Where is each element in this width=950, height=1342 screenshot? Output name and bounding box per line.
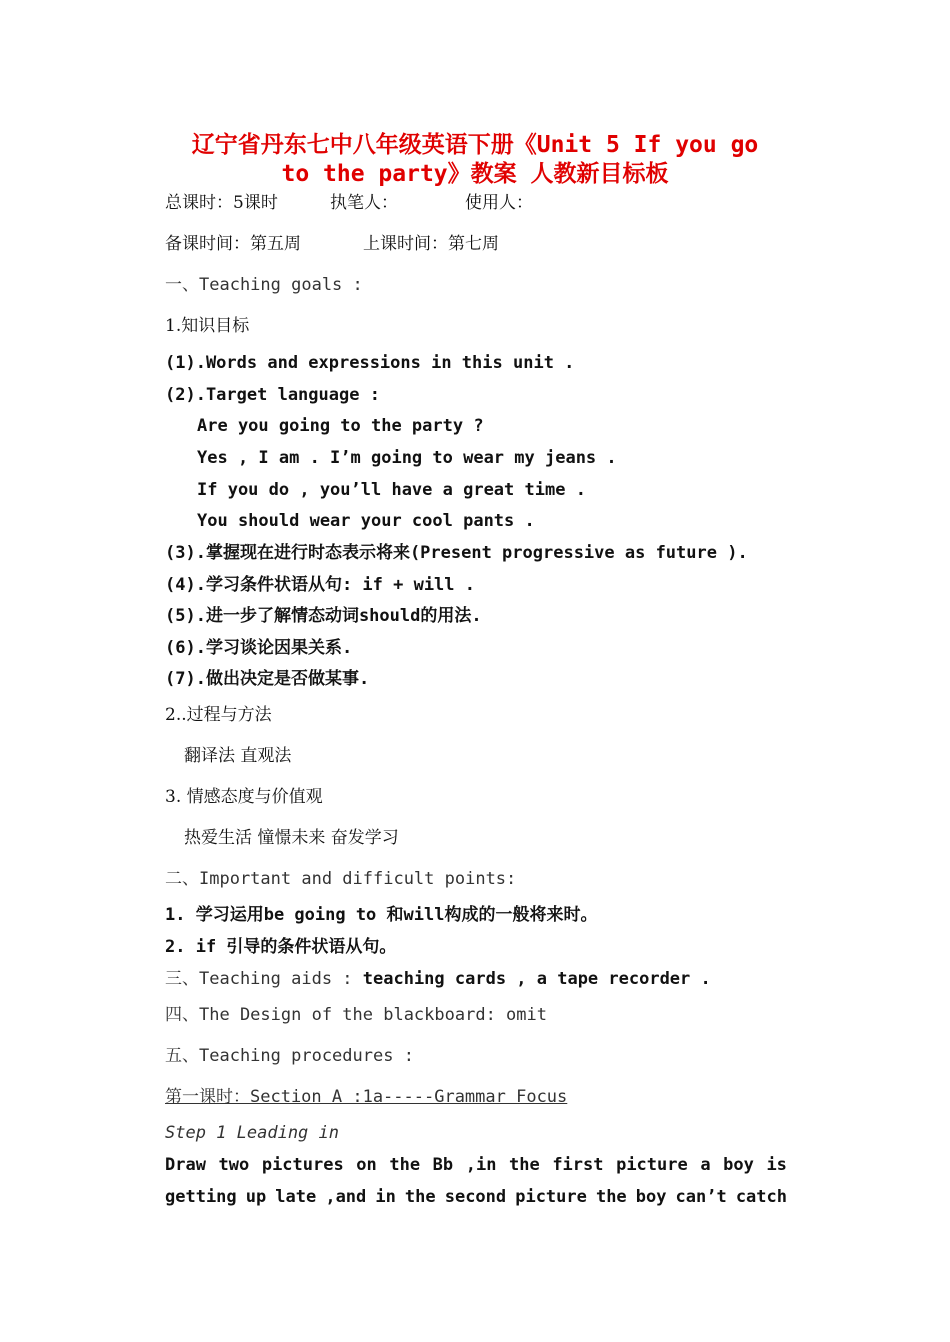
paragraph-word: ,in xyxy=(465,1155,497,1175)
paragraph-line-2 xyxy=(165,1186,787,1208)
knowledge-item-4: (4).学习条件状语从句: if + will . xyxy=(165,575,475,595)
paragraph-word: Bb xyxy=(432,1155,454,1175)
teaching-aids-text: teaching cards , a tape recorder . xyxy=(362,969,711,989)
prep-time: 备课时间：第五周 xyxy=(165,234,301,254)
important-point-1: 1. 学习运用be going to 和will构成的一般将来时。 xyxy=(165,905,598,925)
process-method-text: 翻译法 直观法 xyxy=(184,746,292,766)
paragraph-word: up xyxy=(245,1187,267,1207)
teaching-aids-label: 三、Teaching aids : xyxy=(165,969,363,989)
target-sentence-1: Are you going to the party ? xyxy=(197,416,484,436)
paragraph-word: late xyxy=(275,1187,317,1207)
paragraph-word: catch xyxy=(735,1187,787,1207)
paragraph-word: can’t xyxy=(675,1187,727,1207)
knowledge-item-1: (1).Words and expressions in this unit . xyxy=(165,353,575,373)
blackboard-design: 四、The Design of the blackboard: omit xyxy=(165,1005,547,1025)
knowledge-goals-heading: 1.知识目标 xyxy=(165,316,250,336)
user-label: 使用人： xyxy=(465,193,533,213)
knowledge-item-2: (2).Target language : xyxy=(165,385,380,405)
emotion-heading: 3. 情感态度与价值观 xyxy=(165,787,323,807)
paragraph-word: picture xyxy=(616,1155,688,1175)
knowledge-item-7: (7).做出决定是否做某事. xyxy=(165,669,370,689)
paragraph-word: in xyxy=(375,1187,396,1207)
paragraph-word: the xyxy=(404,1187,436,1207)
paragraph-word: a xyxy=(700,1155,711,1175)
target-sentence-4: You should wear your cool pants . xyxy=(197,511,535,531)
teaching-goals-heading: 一、Teaching goals : xyxy=(165,275,363,295)
paragraph-word: boy xyxy=(635,1187,667,1207)
document-title-line-2: to the party》教案 人教新目标板 xyxy=(281,161,669,187)
knowledge-item-3: (3).掌握现在进行时态表示将来(Present progressive as future ). xyxy=(165,543,748,563)
paragraph-word: second xyxy=(444,1187,507,1207)
important-points-heading: 二、Important and difficult points: xyxy=(165,869,517,889)
document-title-line-1: 辽宁省丹东七中八年级英语下册《Unit 5 If you go xyxy=(191,132,759,158)
paragraph-word: the xyxy=(595,1187,627,1207)
paragraph-word: pictures xyxy=(261,1155,344,1175)
lesson-1-heading: 第一课时：Section A :1a-----Grammar Focus xyxy=(165,1087,568,1107)
knowledge-item-6: (6).学习谈论因果关系. xyxy=(165,638,353,658)
target-sentence-3: If you do , you’ll have a great time . xyxy=(197,480,586,500)
teaching-procedures-heading: 五、Teaching procedures : xyxy=(165,1046,414,1066)
paragraph-word: boy xyxy=(723,1155,754,1175)
author-label: 执笔人： xyxy=(330,193,398,213)
target-sentence-2: Yes , I am . I’m going to wear my jeans . xyxy=(197,448,617,468)
important-point-2: 2. if 引导的条件状语从句。 xyxy=(165,937,397,957)
paragraph-word: first xyxy=(552,1155,604,1175)
emotion-text: 热爱生活 憧憬未来 奋发学习 xyxy=(184,828,399,848)
teaching-aids-line xyxy=(165,968,711,990)
paragraph-word: the xyxy=(389,1155,421,1175)
knowledge-item-5: (5).进一步了解情态动词should的用法. xyxy=(165,606,482,626)
paragraph-word: two xyxy=(218,1155,250,1175)
paragraph-word: on xyxy=(356,1155,377,1175)
class-time: 上课时间：第七周 xyxy=(363,234,499,254)
paragraph-line-1 xyxy=(165,1154,787,1176)
paragraph-word: ,and xyxy=(325,1187,367,1207)
step-1-heading: Step 1 Leading in xyxy=(165,1123,339,1143)
process-method-heading: 2..过程与方法 xyxy=(165,705,272,725)
paragraph-word: is xyxy=(766,1155,787,1175)
paragraph-word: picture xyxy=(515,1187,587,1207)
paragraph-word: Draw xyxy=(165,1155,206,1175)
paragraph-word: the xyxy=(509,1155,540,1175)
total-hours: 总课时：5课时 xyxy=(165,193,278,213)
paragraph-word: getting xyxy=(165,1187,237,1207)
